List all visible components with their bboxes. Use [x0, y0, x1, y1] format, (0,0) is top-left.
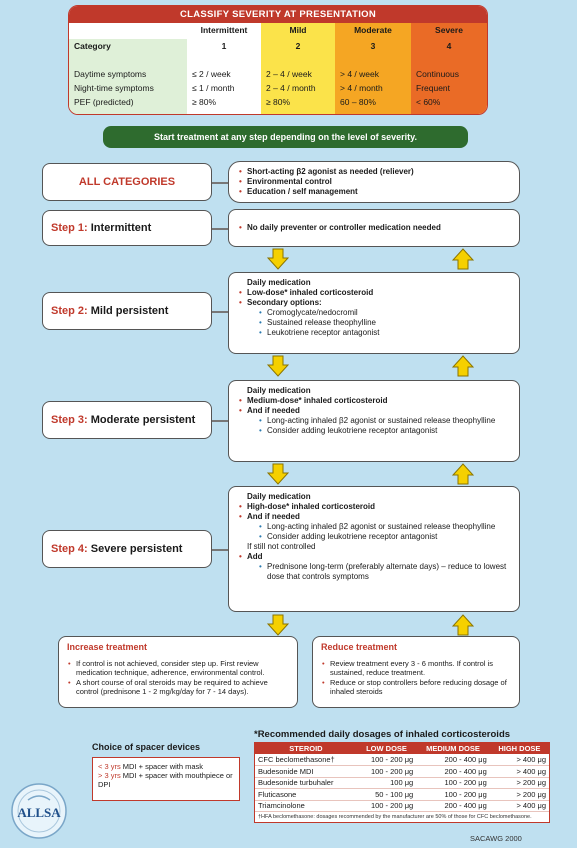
list-item: • And if needed [237, 406, 511, 416]
list-item: • If control is not achieved, consider step up. First review medication technique, adherence, environmental control. [67, 659, 289, 678]
row-label: Night-time symptoms [69, 81, 187, 95]
header-moderate: Moderate [335, 23, 411, 39]
list-item: • Low-dose* inhaled corticosteroid [237, 288, 511, 298]
row-cell: > 4 / month [335, 81, 411, 95]
table-row: Fluticasone 50 - 100 μg 100 - 200 μg > 200 μg [255, 789, 549, 801]
list-item: • Medium-dose* inhaled corticosteroid [237, 396, 511, 406]
spacer-box: < 3 yrs MDI + spacer with mask > 3 yrs MDI + spacer with mouthpiece or DPI [92, 757, 240, 801]
severity-table [68, 5, 488, 115]
step2-label: Step 2: Mild persistent [42, 292, 212, 330]
row-cell: ≤ 1 / month [187, 81, 261, 95]
logo-text: ALLSA [17, 805, 61, 820]
list-item: • Long-acting inhaled β2 agonist or sustained release theophylline [237, 416, 511, 426]
arrow-down-icon [267, 463, 289, 485]
header-severe: Severe [411, 23, 487, 39]
table-row: Triamcinolone 100 - 200 μg 200 - 400 μg > 400 μg [255, 800, 549, 812]
all-categories-box [228, 161, 520, 203]
row-label: Daytime symptoms [69, 67, 187, 81]
arrow-up-icon [452, 463, 474, 485]
connector-line [212, 420, 228, 422]
list-item: • Sustained release theophylline [237, 318, 511, 328]
arrow-up-icon [452, 614, 474, 636]
connector-line [212, 549, 228, 551]
category-3: 3 [335, 39, 411, 53]
dosage-header: MEDIUM DOSE [416, 743, 490, 754]
header-mild: Mild [261, 23, 335, 39]
list-item: • Reduce or stop controllers before reducing dosage of inhaled steroids [321, 678, 511, 697]
credit: SACAWG 2000 [470, 834, 522, 843]
all-categories-label: ALL CATEGORIES [42, 163, 212, 201]
step3-label: Step 3: Moderate persistent [42, 401, 212, 439]
category-1: 1 [187, 39, 261, 53]
list-item: • High-dose* inhaled corticosteroid [237, 502, 511, 512]
list-item: • Leukotriene receptor antagonist [237, 328, 511, 338]
spacer-title: Choice of spacer devices [92, 742, 201, 752]
list-item: • No daily preventer or controller medication needed [237, 223, 511, 233]
arrow-up-icon [452, 248, 474, 270]
table-row: Budesonide MDI 100 - 200 μg 200 - 400 μg > 400 μg [255, 766, 549, 778]
step4-box [228, 486, 520, 612]
list-item: • Environmental control [237, 177, 511, 187]
step1-box [228, 209, 520, 247]
category-4: 4 [411, 39, 487, 53]
increase-title: Increase treatment [67, 642, 148, 652]
step3-box [228, 380, 520, 462]
list-item: • A short course of oral steroids may be required to achieve control (prednisone 1 - 2 mg/kg/day for 7 - 14 days). [67, 678, 289, 697]
list-item: • Education / self management [237, 187, 511, 197]
list-item: • Consider adding leukotriene receptor antagonist [237, 532, 511, 542]
list-item: • Consider adding leukotriene receptor antagonist [237, 426, 511, 436]
reduce-treatment-box [312, 636, 520, 708]
connector-line [212, 182, 228, 184]
category-label: Category [69, 39, 187, 53]
dosage-header: STEROID [255, 743, 357, 754]
dosage-title: *Recommended daily dosages of inhaled corticosteroids [254, 729, 511, 740]
row-cell: Frequent [411, 81, 487, 95]
row-cell: 2 – 4 / month [261, 81, 335, 95]
dosage-header: LOW DOSE [357, 743, 416, 754]
connector-line [212, 228, 228, 230]
severity-title: CLASSIFY SEVERITY AT PRESENTATION [69, 6, 487, 23]
step4-still: If still not controlled [247, 542, 316, 551]
reduce-title: Reduce treatment [321, 642, 398, 652]
step1-label: Step 1: Intermittent [42, 210, 212, 246]
list-item: • Add [237, 552, 511, 562]
connector-line [212, 311, 228, 313]
step3-heading: Daily medication [247, 386, 311, 395]
row-cell: < 60% [411, 95, 487, 109]
step2-box [228, 272, 520, 354]
list-item: • Review treatment every 3 - 6 months. If control is sustained, reduce treatment. [321, 659, 511, 678]
header-intermittent: Intermittent [187, 23, 261, 39]
row-cell: ≤ 2 / week [187, 67, 261, 81]
table-row: Budesonide turbuhaler 100 μg 100 - 200 μg > 200 μg [255, 777, 549, 789]
row-cell: Continuous [411, 67, 487, 81]
row-cell: ≥ 80% [261, 95, 335, 109]
list-item: • And if needed [237, 512, 511, 522]
arrow-down-icon [267, 614, 289, 636]
step4-heading: Daily medication [247, 492, 311, 501]
list-item: • Short-acting β2 agonist as needed (reliever) [237, 167, 511, 177]
allsa-logo [10, 782, 68, 840]
list-item: • Cromoglycate/nedocromil [237, 308, 511, 318]
list-item: • Secondary options: [237, 298, 511, 308]
dosage-footnote: †HFA beclomethasone: dosages recommended by the manufacturer are 50% of those for CFC beclomethasone. [258, 814, 532, 820]
start-treatment-banner: Start treatment at any step depending on the level of severity. [103, 126, 468, 148]
dosage-header: HIGH DOSE [490, 743, 549, 754]
increase-treatment-box [58, 636, 298, 708]
table-row: CFC beclomethasone† 100 - 200 μg 200 - 400 μg > 400 μg [255, 754, 549, 766]
row-cell: ≥ 80% [187, 95, 261, 109]
list-item: • Prednisone long-term (preferably alternate days) – reduce to lowest dose that controls symptoms [237, 562, 511, 582]
row-label: PEF (predicted) [69, 95, 187, 109]
row-cell: 60 – 80% [335, 95, 411, 109]
dosage-table [254, 742, 550, 823]
step4-label: Step 4: Severe persistent [42, 530, 212, 568]
row-cell: 2 – 4 / week [261, 67, 335, 81]
arrow-up-icon [452, 355, 474, 377]
step2-heading: Daily medication [247, 278, 311, 287]
arrow-down-icon [267, 355, 289, 377]
arrow-down-icon [267, 248, 289, 270]
category-2: 2 [261, 39, 335, 53]
row-cell: > 4 / week [335, 67, 411, 81]
list-item: • Long-acting inhaled β2 agonist or sustained release theophylline [237, 522, 511, 532]
